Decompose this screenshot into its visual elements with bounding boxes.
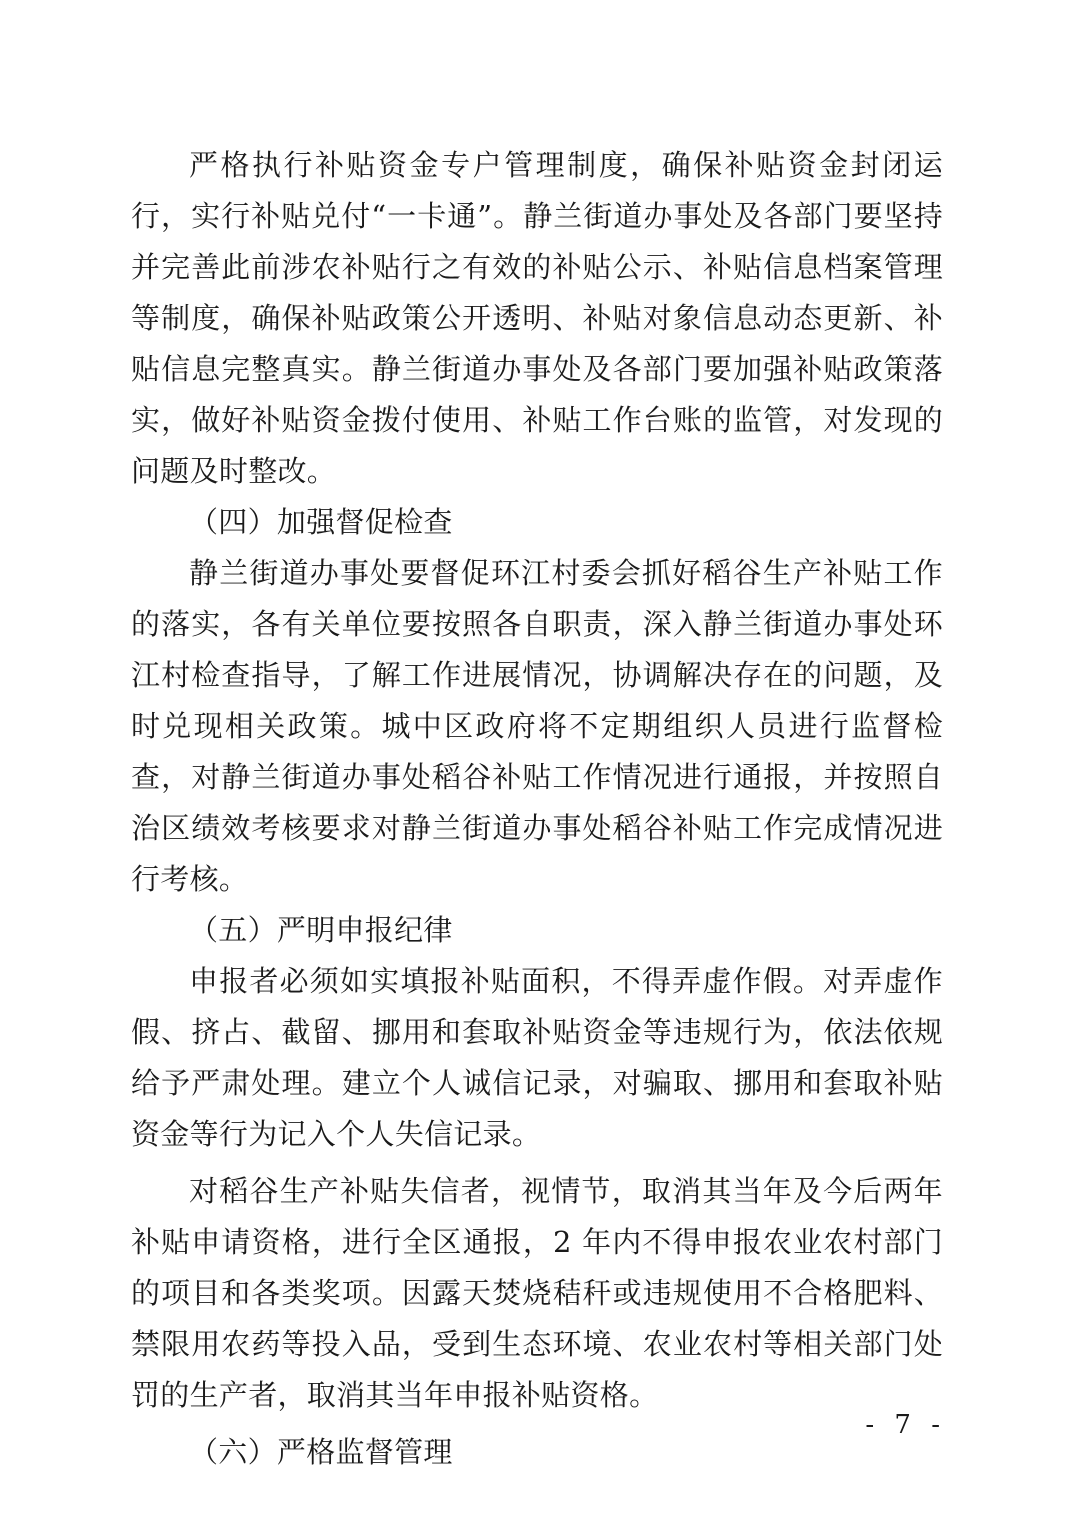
paragraph-supervision-inspection: 静兰街道办事处要督促环江村委会抓好稻谷生产补贴工作的落实，各有关单位要按照各自职责，深入静兰街道办事处环江村检查指导，了解工作进展情况，协调解决存在的问题，及时兑现相关政策。城中区政府将不定期组织人员进行监督检查，对静兰街道办事处稻谷补贴工作情况进行通报，并按照自治区绩效考核要求对静兰街道办事处稻谷补贴工作完成情况进行考核。 <box>131 556 943 896</box>
paragraph-fund-management: 严格执行补贴资金专户管理制度，确保补贴资金封闭运行，实行补贴兑付“一卡通”。静兰街道办事处及各部门要坚持并完善此前涉农补贴行之有效的补贴公示、补贴信息档案管理等制度，确保补贴政策公开透明、补贴对象信息动态更新、补贴信息完整真实。静兰街道办事处及各部门要加强补贴政策落实，做好补贴资金拨付使用、补贴工作台账的监管，对发现的问题及时整改。 <box>131 148 943 488</box>
paragraph-reporting-discipline: 申报者必须如实填报补贴面积，不得弄虚作假。对弄虚作假、挤占、截留、挪用和套取补贴资金等违规行为，依法依规给予严肃处理。建立个人诚信记录，对骗取、挪用和套取补贴资金等行为记入个人失信记录。 <box>131 964 943 1151</box>
paragraph-dishonesty-penalty: 对稻谷生产补贴失信者，视情节，取消其当年及今后两年补贴申请资格，进行全区通报，2 年内不得申报农业农村部门的项目和各类奖项。因露天焚烧秸秆或违规使用不合格肥料、禁限用农药等投入品，受到生态环境、农业农村等相关部门处罚的生产者，取消其当年申报补贴资格。 <box>131 1174 943 1412</box>
heading-supervision-inspection: （四）加强督促检查 <box>189 505 453 539</box>
page-number: - 7 - <box>865 1410 946 1440</box>
heading-reporting-discipline: （五）严明申报纪律 <box>189 913 453 947</box>
heading-strict-management: （六）严格监督管理 <box>189 1435 453 1469</box>
document-body <box>131 140 943 1478</box>
